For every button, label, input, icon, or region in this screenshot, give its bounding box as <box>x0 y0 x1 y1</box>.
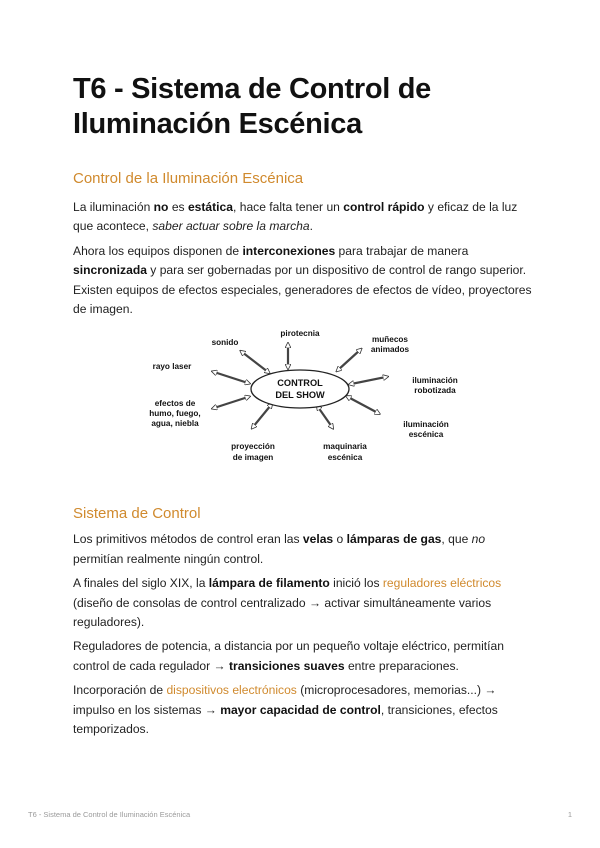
label-pirotecnia: pirotecnia <box>280 329 320 338</box>
paragraph-electronicos: Incorporación de dispositivos electrónicos (microprocesadores, memorias...) → impulso en los sistemas → mayor capacidad de control, transiciones, efectos temporizados. <box>73 683 498 737</box>
label-efectos-2: humo, fuego, <box>149 409 201 418</box>
arrow-munecos <box>338 350 360 370</box>
section-heading-control: Control de la Iluminación Escénica <box>73 170 304 187</box>
label-maquinaria-2: escénica <box>327 453 363 462</box>
label-proyeccion-1: proyección <box>231 442 275 451</box>
label-rayo-laser: rayo laser <box>152 362 192 371</box>
label-munecos-1: muñecos <box>372 335 408 344</box>
label-proyeccion-2: de imagen <box>232 453 274 462</box>
label-sonido: sonido <box>211 338 239 347</box>
arrow-iluminacion-escenica <box>348 397 378 413</box>
title-line-1: T6 - Sistema de Control de <box>73 73 431 105</box>
arrow-maquinaria <box>318 407 332 427</box>
label-control: CONTROL <box>277 378 323 388</box>
label-iluminacion-rob-2: robotizada <box>414 386 456 395</box>
arrow-sonido <box>242 352 268 372</box>
label-efectos-3: agua, niebla <box>151 419 199 428</box>
label-munecos-2: animados <box>370 345 410 354</box>
arrow-rayo <box>214 372 248 383</box>
label-iluminacion-esc-1: iluminación <box>403 420 449 429</box>
label-maquinaria-1: maquinaria <box>323 442 367 451</box>
arrow-efectos <box>214 397 248 408</box>
footer-title: T6 - Sistema de Control de Iluminación Escénica <box>28 810 191 819</box>
label-efectos-1: efectos de <box>154 399 196 408</box>
arrow-proyeccion <box>253 405 271 427</box>
paragraph-estatica: La iluminación no es estática, hace falta tener un control rápido y eficaz de la luz que acontece, saber actuar sobre la marcha. <box>73 200 518 234</box>
label-del-show: DEL SHOW <box>275 390 325 400</box>
label-iluminacion-esc-2: escénica <box>408 430 444 439</box>
control-show-diagram <box>146 325 466 465</box>
arrow-robotizada <box>351 377 386 384</box>
paragraph-filamento: A finales del siglo XIX, la lámpara de filamento inició los reguladores eléctricos (diseño de consolas de control centralizado → activar simultáneamente varios reguladores). <box>73 576 502 630</box>
paragraph-potencia: Reguladores de potencia, a distancia por un pequeño voltaje eléctrico, permitían control de cada regulador → transiciones suaves entre preparaciones. <box>73 639 504 673</box>
section-heading-sistema: Sistema de Control <box>73 505 201 523</box>
paragraph-interconexiones: Ahora los equipos disponen de interconexiones para trabajar de manera sincronizada y para ser gobernadas por un dispositivo de control de rango superior. Existen equipos de efectos especiales, generadores de efectos de vídeo, proyectores de imagen. <box>73 243 532 317</box>
page-footer <box>28 810 572 819</box>
paragraph-velas: Los primitivos métodos de control eran las velas o lámparas de gas, que no permitían realmente ningún control. <box>73 532 486 566</box>
title-line-2: Iluminación Escénica <box>73 108 362 140</box>
label-iluminacion-rob-1: iluminación <box>412 376 458 385</box>
page-title <box>73 72 533 142</box>
control-show-ellipse <box>251 370 349 408</box>
page-number: 1 <box>567 810 572 819</box>
